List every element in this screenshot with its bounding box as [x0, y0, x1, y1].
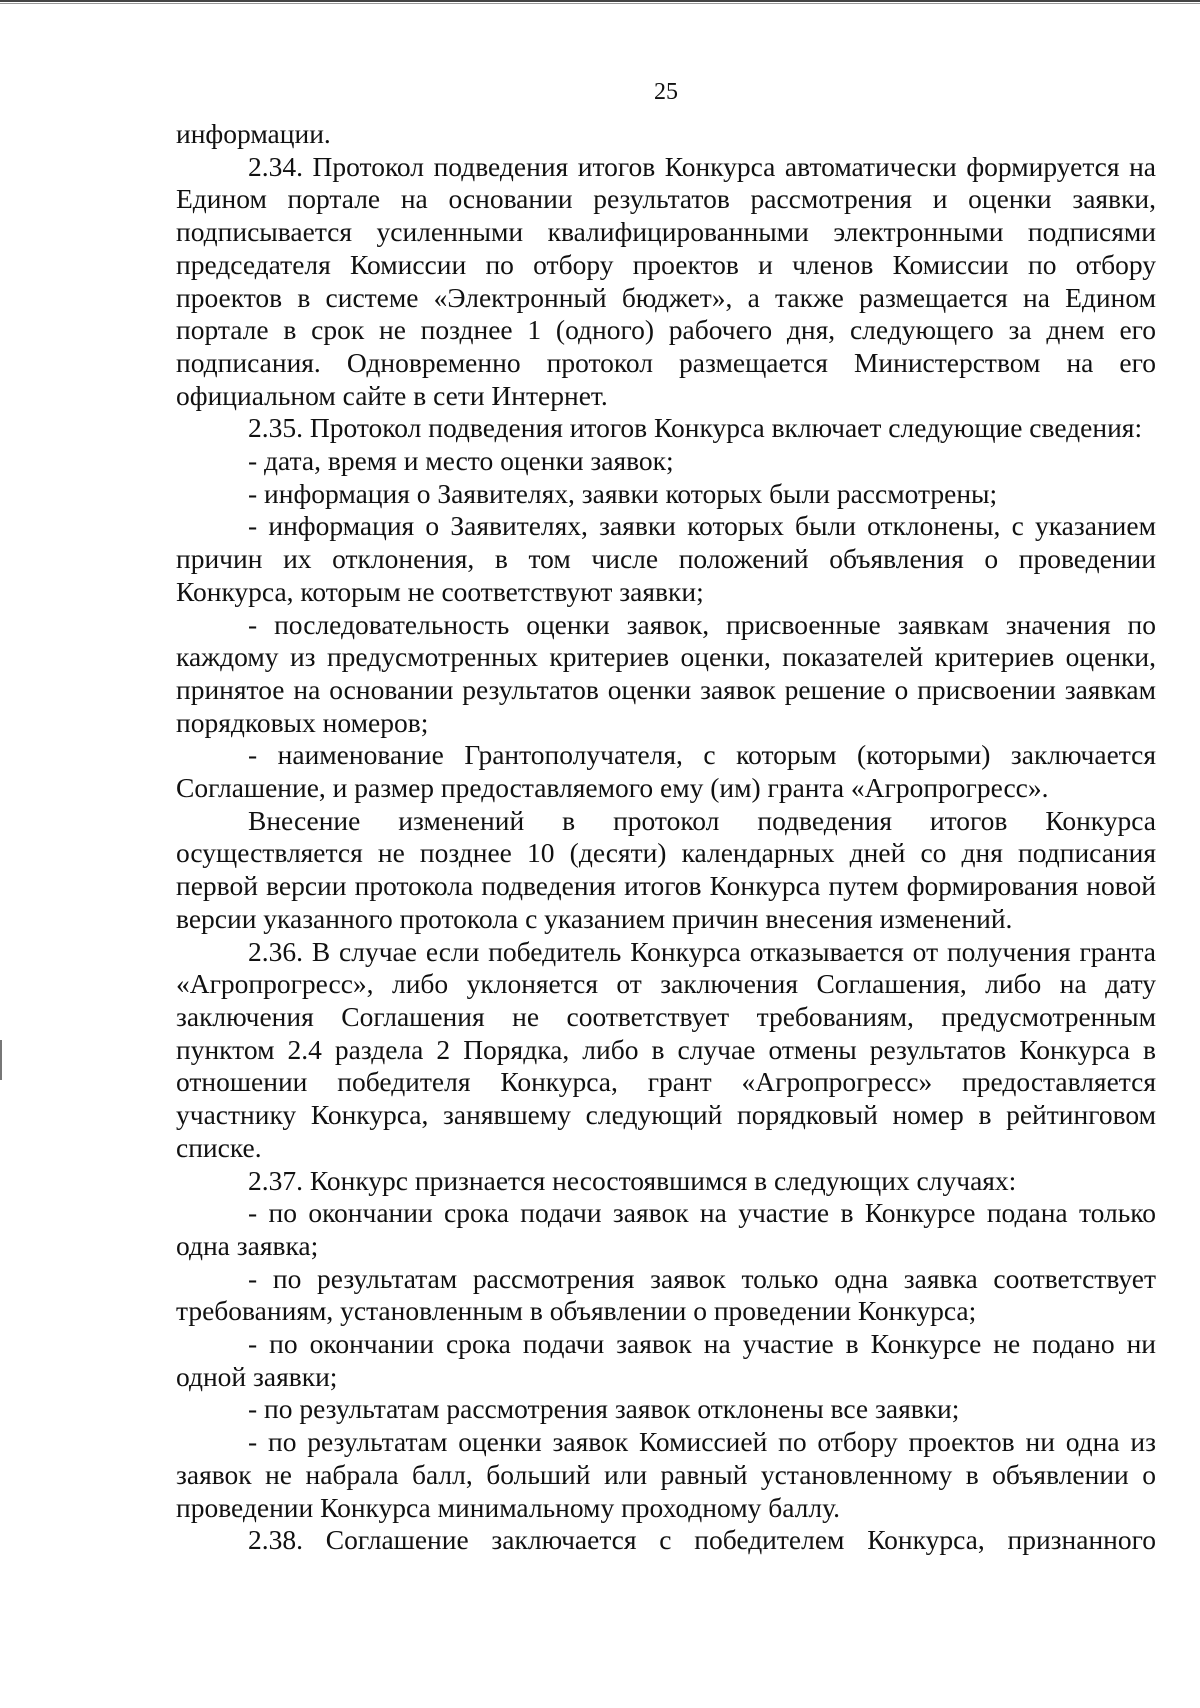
list-item-none-submitted: - по окончании срока подачи заявок на участие в Конкурсе не подано ни одной заявки;: [176, 1328, 1156, 1392]
paragraph-2-37: 2.37. Конкурс признается несостоявшимся в следующих случаях:: [248, 1164, 1017, 1196]
paragraph-protocol-changes: Внесение изменений в протокол подведения итогов Конкурса осуществляется не позднее 10 (десяти) календарных дней со дня подписания первой версии протокола подведения итогов Конкурса путем формирования новой версии указанного протокола с указанием причин внесения изменений.: [176, 804, 1156, 934]
scan-edge-top: [0, 0, 1200, 2]
scan-edge-left: [0, 1040, 2, 1080]
document-body: [176, 118, 1156, 1557]
list-item-applicants-rejected: - информация о Заявителях, заявки которых были отклонены, с указанием причин их отклонения, в том числе положений объявления о проведении Конкурса, которым не соответствуют заявки;: [176, 510, 1156, 607]
scan-edge-top-inner: [0, 3, 1200, 4]
list-item-grant-recipient: - наименование Грантополучателя, с которым (которыми) заключается Соглашение, и размер предоставляемого ему (им) гранта «Агропрогресс».: [176, 739, 1156, 804]
paragraph-2-35: 2.35. Протокол подведения итогов Конкурса включает следующие сведения:: [248, 412, 1143, 444]
paragraph-continuation: информации.: [176, 118, 331, 149]
page-number: 25: [654, 79, 678, 105]
list-item-only-one-submitted: - по окончании срока подачи заявок на участие в Конкурсе подана только одна заявка;: [176, 1197, 1156, 1261]
paragraph-2-34: 2.34. Протокол подведения итогов Конкурса автоматически формируется на Едином портале на основании результатов рассмотрения и оценки заявки, подписывается усиленными квалифицированными электронными подписями председателя Комиссии по отбору проектов и членов Комиссии по отбору проектов в системе «Электронный бюджет», а также размещается на Едином портале в срок не позднее 1 (одного) рабочего дня, следующего за днем его подписания. Одновременно протокол размещается Министерством на его официальном сайте в сети Интернет.: [176, 150, 1156, 411]
list-item-date-time: - дата, время и место оценки заявок;: [248, 445, 674, 477]
list-item-evaluation-sequence: - последовательность оценки заявок, присвоенные заявкам значения по каждому из предусмотренных критериев оценки, показателей критериев оценки, принятое на основании результатов оценки заявок решение о присвоении заявкам порядковых номеров;: [176, 608, 1156, 738]
list-item-applicants-reviewed: - информация о Заявителях, заявки которых были рассмотрены;: [248, 477, 998, 509]
paragraph-2-36: 2.36. В случае если победитель Конкурса отказывается от получения гранта «Агропрогресс», либо уклоняется от заключения Соглашения, либо на дату заключения Соглашения не соответствует требованиям, предусмотренным пунктом 2.4 раздела 2 Порядка, либо в случае отмены результатов Конкурса в отношении победителя Конкурса, грант «Агропрогресс» предоставляется участнику Конкурса, занявшему следующий порядковый номер в рейтинговом списке.: [176, 935, 1156, 1163]
paragraph-2-38: 2.38. Соглашение заключается с победителем Конкурса, признанного: [248, 1524, 1156, 1556]
list-item-only-one-compliant: - по результатам рассмотрения заявок только одна заявка соответствует требованиям, установленным в объявлении о проведении Конкурса;: [176, 1262, 1156, 1327]
list-item-all-rejected: - по результатам рассмотрения заявок отклонены все заявки;: [248, 1393, 960, 1425]
list-item-min-score: - по результатам оценки заявок Комиссией по отбору проектов ни одна из заявок не набрала балл, больший или равный установленному в объявлении о проведении Конкурса минимальному проходному баллу.: [176, 1426, 1156, 1523]
